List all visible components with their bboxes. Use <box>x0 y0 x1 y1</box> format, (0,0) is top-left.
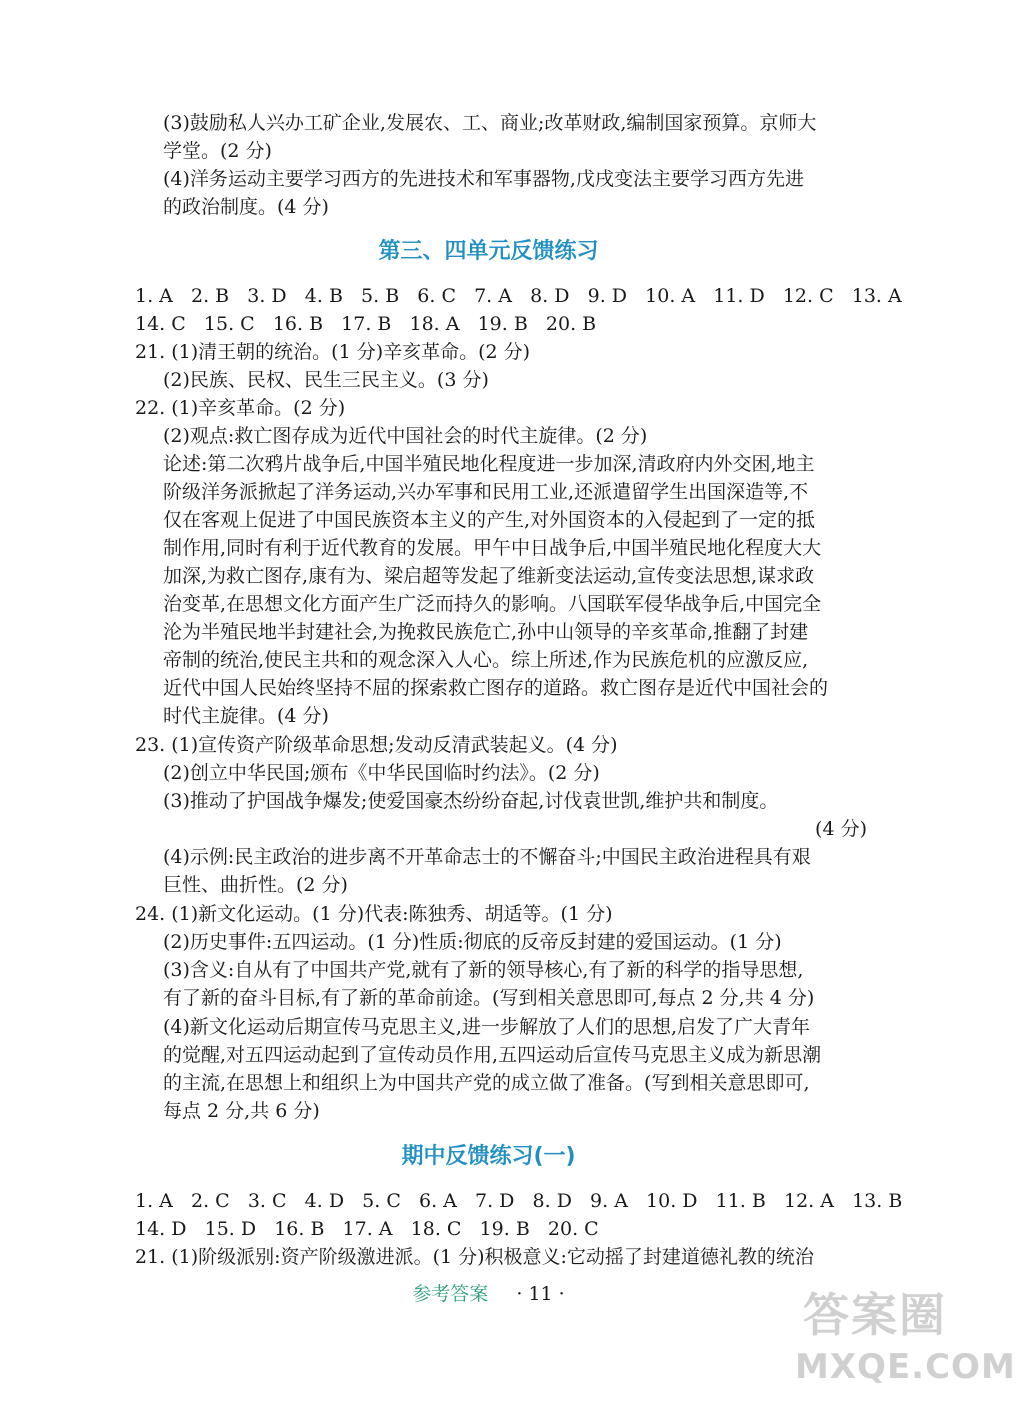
answer-line: 的觉醒,对五四运动起到了宣传动员作用,五四运动后宣传马克思主义成为新思潮 <box>163 1044 822 1066</box>
answer-line: 时代主旋律。(4 分) <box>163 705 329 727</box>
answer-line: (2)民族、民权、民生三民主义。(3 分) <box>163 369 489 391</box>
mc-answer-line: 14. D 15. D 16. B 17. A 18. C 19. B 20. C <box>135 1218 599 1240</box>
answer-line: (2)创立中华民国;颁布《中华民国临时约法》。(2 分) <box>163 762 600 784</box>
answer-line: 23. (1)宣传资产阶级革命思想;发动反清武装起义。(4 分) <box>135 734 618 756</box>
score-note: (4 分) <box>815 818 867 840</box>
answer-line: 的政治制度。(4 分) <box>163 196 329 218</box>
answer-line: (3)鼓励私人兴办工矿企业,发展农、工、商业;改革财政,编制国家预算。京师大 <box>163 112 817 134</box>
mc-answer-line: 1. A 2. B 3. D 4. B 5. B 6. C 7. A 8. D 9. D 10. A 11. D 12. C 13. A <box>135 285 902 307</box>
answer-line: 学堂。(2 分) <box>163 140 272 162</box>
answer-line: 21. (1)清王朝的统治。(1 分)辛亥革命。(2 分) <box>135 341 531 363</box>
answer-line: 巨性、曲折性。(2 分) <box>163 874 348 896</box>
answer-line: (4)洋务运动主要学习西方的先进技术和军事器物,戊戌变法主要学习西方先进 <box>163 168 804 190</box>
page-number: · 11 · <box>516 1283 565 1305</box>
answer-line: (3)推动了护国战争爆发;使爱国豪杰纷纷奋起,讨伐袁世凯,维护共和制度。 <box>163 790 779 812</box>
section-heading: 期中反馈练习(一) <box>401 1144 576 1169</box>
answer-line: 沦为半殖民地半封建社会,为挽救民族危亡,孙中山领导的辛亥革命,推翻了封建 <box>163 621 809 643</box>
answer-line: 的主流,在思想上和组织上为中国共产党的成立做了准备。(写到相关意思即可, <box>163 1072 810 1094</box>
mc-answer-line: 1. A 2. C 3. C 4. D 5. C 6. A 7. D 8. D 9. A 10. D 11. B 12. A 13. B <box>135 1190 903 1212</box>
answer-line: 每点 2 分,共 6 分) <box>163 1100 320 1122</box>
watermark-logo <box>795 1269 1016 1394</box>
answer-line: (4)示例:民主政治的进步离不开革命志士的不懈奋斗;中国民主政治进程具有艰 <box>163 846 811 868</box>
answer-line: 21. (1)阶级派别:资产阶级激进派。(1 分)积极意义:它动摇了封建道德礼教的统治 <box>135 1246 814 1268</box>
footer-label: 参考答案 <box>412 1283 489 1305</box>
mc-answer-line: 14. C 15. C 16. B 17. B 18. A 19. B 20. B <box>135 313 597 335</box>
answer-line: 治变革,在思想文化方面产生广泛而持久的影响。八国联军侵华战争后,中国完全 <box>163 593 822 615</box>
answer-line: 制作用,同时有利于近代教育的发展。甲午中日战争后,中国半殖民地化程度大大 <box>163 537 822 559</box>
answer-line: 加深,为救亡图存,康有为、梁启超等发起了维新变法运动,宣传变法思想,谋求政 <box>163 565 815 587</box>
watermark-cn-text: 答案圈 <box>803 1288 947 1342</box>
answer-line: 论述:第二次鸦片战争后,中国半殖民地化程度进一步加深,清政府内外交困,地主 <box>163 453 815 475</box>
answer-line: 近代中国人民始终坚持不屈的探索救亡图存的道路。救亡图存是近代中国社会的 <box>163 677 829 699</box>
answer-line: 有了新的奋斗目标,有了新的革命前途。(写到相关意思即可,每点 2 分,共 4 分) <box>163 987 815 1009</box>
answer-line: (2)历史事件:五四运动。(1 分)性质:彻底的反帝反封建的爱国运动。(1 分) <box>163 931 782 953</box>
answer-line: (3)含义:自从有了中国共产党,就有了新的领导核心,有了新的科学的指导思想, <box>163 959 804 981</box>
answer-line: 帝制的统治,使民主共和的观念深入人心。综上所述,作为民族危机的应激反应, <box>163 649 809 671</box>
answer-line: 仅在客观上促进了中国民族资本主义的产生,对外国资本的入侵起到了一定的抵 <box>163 509 816 531</box>
answer-line: 阶级洋务派掀起了洋务运动,兴办军事和民用工业,还派遣留学生出国深造等,不 <box>163 481 809 503</box>
answer-line: 24. (1)新文化运动。(1 分)代表:陈独秀、胡适等。(1 分) <box>135 903 613 925</box>
answer-line: (2)观点:救亡图存成为近代中国社会的时代主旋律。(2 分) <box>163 425 648 447</box>
answer-line: 22. (1)辛亥革命。(2 分) <box>135 397 346 419</box>
answer-line: (4)新文化运动后期宣传马克思主义,进一步解放了人们的思想,启发了广大青年 <box>163 1016 810 1038</box>
watermark-en-text: MXQE.COM <box>795 1347 1016 1387</box>
section-heading: 第三、四单元反馈练习 <box>378 239 599 264</box>
